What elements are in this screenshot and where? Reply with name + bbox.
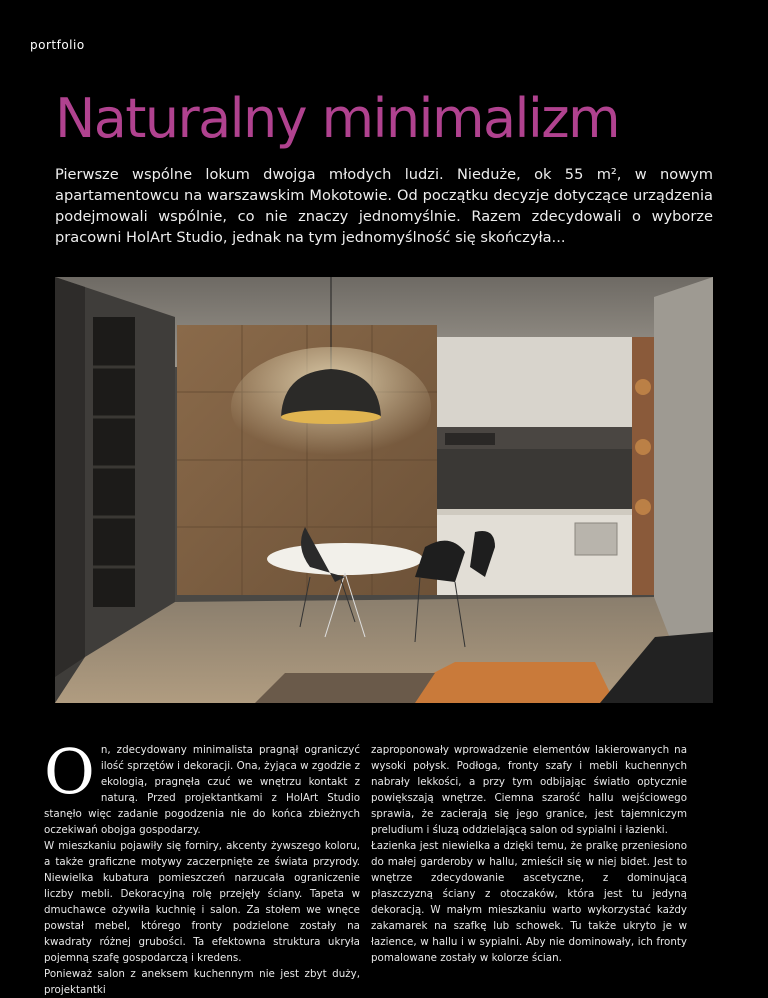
section-label: portfolio: [30, 38, 85, 52]
body-paragraph: Łazienka jest niewielka a dzięki temu, że pralkę przeniesiono do małej garderoby w hallu, zmieścił się w niej bidet. Jest to wnętrze zdecydowanie ascetyczne, z dominującą płaszczyzną ściany z otoczaków, która jest tu jedyną dekoracją. W małym mieszkaniu warto wykorzystać każdy zakamarek na szafkę lub schowek. Tu także ukryto je w łazience, w hallu i w sypialni. Aby nie dominowały, ich fronty pomalowane zostały w kolorze ścian.: [371, 840, 687, 964]
page-title: Naturalny minimalizm: [55, 87, 620, 150]
lead-paragraph: Pierwsze wspólne lokum dwojga młodych ludzi. Nieduże, ok 55 m², w nowym apartamentowcu na warszawskim Mokotowie. Od początku decyzje dotyczące urządzenia podejmowali wspólnie, co nie znaczy jednomyślnie. Razem zdecydowali o wyborze pracowni HolArt Studio, jednak na tym jednomyślność się skończyła...: [55, 166, 713, 246]
body-paragraph: W mieszkaniu pojawiły się forniry, akcenty żywszego koloru, a także graficzne motywy zaczerpnięte ze świata przyrody. Niewielka kubatura pomieszczeń narzucała ograniczenie liczby mebli. Dekoracyjną rolę przejęły ściany. Tapeta w dmuchawce ożywiła kuchnię i salon. Za stołem we wnęce powstał mebel, którego fronty podzielone zostały na kwadraty różnej grubości. Ta efektowna struktura ukryła pojemną szafę gospodarczą i kredens.: [44, 840, 360, 964]
interior-photo: [55, 277, 713, 703]
drop-cap: O: [44, 735, 95, 808]
body-paragraph: n, zdecydowany minimalista pragnął ograniczyć ilość sprzętów i dekoracji. Ona, żyjąca w zgodzie z ekologią, pragnęła czuć we wnętrzu kontakt z naturą. Przed projektantkami z HolArt Studio stanęło więc zadanie pogodzenia nie do końca zbieżnych oczekiwań obojga gospodarzy.: [44, 744, 360, 836]
body-paragraph: zaproponowały wprowadzenie elementów lakierowanych na wysoki połysk. Podłoga, fronty szafy i mebli kuchennych nabrały lekkości, a przy tym odbijając światło optycznie powiększają wnętrze. Ciemna szarość hallu wejściowego sprawia, że zacierają się jego granice, jest tajemniczym preludium i śluzą oddzielającą salon od sypialni i łazienki.: [371, 744, 687, 836]
body-column-left: [44, 735, 360, 998]
body-column-right: [371, 742, 687, 966]
body-paragraph: Ponieważ salon z aneksem kuchennym nie jest zbyt duży, projektantki: [44, 968, 360, 996]
